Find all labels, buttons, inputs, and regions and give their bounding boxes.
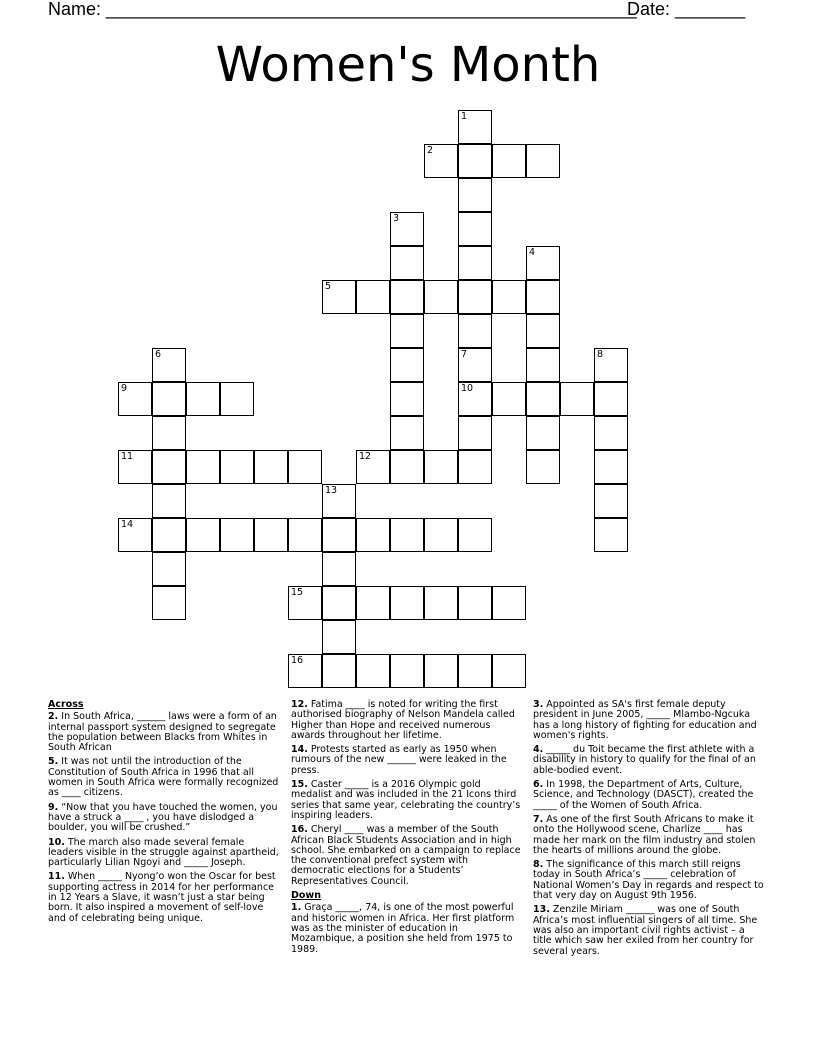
grid-cell[interactable] [492,586,526,620]
grid-cell[interactable] [220,518,254,552]
grid-cell[interactable] [390,280,424,314]
clue-down-4: 4. _____ du Toit became the first athlete with a disability in history to qualify for the final of an able-bodied event. [533,744,756,776]
grid-cell[interactable] [288,654,322,688]
date-field-label: Date: _______ [627,0,746,19]
clue-down-13: 13. Zenzile Miriam ______ was one of South Africa’s most influential singers of all time. She was also an important civil rights activist – a title which saw her exiled from her country for several years. [533,904,758,957]
grid-cell[interactable] [492,382,526,416]
grid-cell[interactable] [526,246,560,280]
grid-cell[interactable] [356,518,390,552]
clue-down-3: 3. Appointed as SA's first female deputy president in June 2005, _____ Mlambo-Ngcuka has a long history of fighting for education and women's rights. [533,699,757,741]
clues-column-1 [48,700,282,928]
grid-cell[interactable] [424,654,458,688]
grid-cell[interactable] [152,586,186,620]
grid-cell[interactable] [526,382,560,416]
grid-cell[interactable] [254,450,288,484]
grid-cell[interactable] [186,450,220,484]
clue-number: 8 [597,349,604,360]
grid-cell[interactable] [322,552,356,586]
grid-cell[interactable] [458,416,492,450]
grid-cell[interactable] [220,450,254,484]
grid-cell[interactable] [390,654,424,688]
clue-across-2: 2. In South Africa, ______ laws were a form of an internal passport system designed to segregate the population between Blacks from Whites in South African [48,711,277,754]
grid-cell[interactable] [492,144,526,178]
grid-cell[interactable] [458,654,492,688]
grid-cell[interactable] [356,450,390,484]
clue-across-10: 10. The march also made several female leaders visible in the struggle against apartheid, particularly Lilian Ngoyi and _____ Joseph. [48,836,279,869]
grid-cell[interactable] [492,654,526,688]
down-heading: Down [291,890,321,902]
grid-cell[interactable] [458,382,492,416]
grid-cell[interactable] [356,654,390,688]
grid-cell[interactable] [288,586,322,620]
grid-cell[interactable] [152,518,186,552]
grid-cell[interactable] [458,144,492,178]
grid-cell[interactable] [492,280,526,314]
clue-down-1: 1. Graça _____, 74, is one of the most powerful and historic women in Africa. Her first platform was as the minister of education in Mozambique, a position she held from 1975 to 1989. [291,902,515,955]
grid-cell[interactable] [458,348,492,382]
grid-cell[interactable] [458,178,492,212]
clue-number: 6 [155,349,162,360]
grid-cell[interactable] [594,518,628,552]
clue-number: 14 [121,519,134,530]
grid-cell[interactable] [526,144,560,178]
clue-number: 1 [461,111,468,122]
grid-cell[interactable] [594,450,628,484]
clue-number: 7 [461,349,468,360]
grid-cell[interactable] [322,280,356,314]
grid-cell[interactable] [322,586,356,620]
clue-number: 5 [325,281,332,292]
grid-cell[interactable] [458,314,492,348]
grid-cell[interactable] [186,382,220,416]
grid-cell[interactable] [152,416,186,450]
clue-down-8: 8. The significance of this march still reigns today in South Africa’s _____ celebration of National Women’s Day in regards and respect to that very day on August 9th 1956. [533,859,764,902]
clue-number: 11 [121,451,134,462]
grid-cell[interactable] [458,518,492,552]
grid-cell[interactable] [424,280,458,314]
grid-cell[interactable] [424,518,458,552]
grid-cell[interactable] [118,382,152,416]
clues-column-3 [533,700,766,961]
clue-across-15: 15. Caster _____ is a 2016 Olympic gold medalist and was included in the 21 Icons third series that same year, celebrating the country’s inspiring leaders. [291,779,521,821]
puzzle-title: Women's Month [215,37,601,93]
grid-cell[interactable] [152,382,186,416]
grid-cell[interactable] [152,484,186,518]
grid-cell[interactable] [424,586,458,620]
clue-across-16: 16. Cheryl ____ was a member of the South African Black Students Association and in high school. She embarked on a campaign to replace the conventional prefect system with democratic elections for a Students’ Representatives Council. [291,824,521,887]
clue-number: 13 [325,485,338,496]
grid-cell[interactable] [118,450,152,484]
clue-number: 12 [359,451,372,462]
grid-cell[interactable] [288,450,322,484]
clues-column-2 [291,700,523,959]
clue-number: 10 [461,383,474,394]
grid-cell[interactable] [458,212,492,246]
clue-across-14: 14. Protests started as early as 1950 when rumours of the new ______ were leaked in the press. [291,744,507,776]
grid-cell[interactable] [390,314,424,348]
clue-number: 3 [393,213,400,224]
grid-cell[interactable] [526,416,560,450]
grid-cell[interactable] [152,552,186,586]
clue-number: 15 [291,587,304,598]
grid-cell[interactable] [594,348,628,382]
grid-cell[interactable] [288,518,322,552]
grid-cell[interactable] [458,450,492,484]
grid-cell[interactable] [390,212,424,246]
clue-number: 16 [291,655,304,666]
grid-cell[interactable] [322,484,356,518]
grid-cell[interactable] [390,246,424,280]
grid-cell[interactable] [118,518,152,552]
clue-across-12: 12. Fatima ____ is noted for writing the first authorised biography of Nelson Mandela called Higher than Hope and received numerous awards throughout her lifetime. [291,699,515,741]
clue-across-11: 11. When _____ Nyong’o won the Oscar for best supporting actress in 2014 for her performance in 12 Years a Slave, it wasn’t just a star being born. It also inspired a movement of self-love and of celebrating being unique. [48,871,276,924]
grid-cell[interactable] [220,382,254,416]
grid-cell[interactable] [458,586,492,620]
clue-down-7: 7. As one of the first South Africans to make it onto the Hollywood scene, Charlize ____ has made her mark on the film industry and stolen the hearts of millions around the globe. [533,813,756,856]
grid-cell[interactable] [322,620,356,654]
grid-cell[interactable] [526,348,560,382]
grid-cell[interactable] [526,314,560,348]
grid-cell[interactable] [254,518,288,552]
across-heading: Across [48,699,84,710]
clue-number: 2 [427,145,434,156]
clue-number: 9 [121,383,128,394]
grid-cell[interactable] [526,450,560,484]
grid-cell[interactable] [390,450,424,484]
grid-cell[interactable] [458,280,492,314]
grid-cell[interactable] [356,586,390,620]
grid-cell[interactable] [526,280,560,314]
clue-down-6: 6. In 1998, the Department of Arts, Culture, Science, and Technology (DASCT), created the _____ of the Women of South Africa. [533,779,754,811]
clue-across-9: 9. “Now that you have touched the women, you have a struck a ____ , you have dislodged a boulder, you will be crushed.” [48,801,278,834]
grid-cell[interactable] [390,518,424,552]
grid-cell[interactable] [390,348,424,382]
grid-cell[interactable] [322,518,356,552]
grid-cell[interactable] [186,518,220,552]
grid-cell[interactable] [390,586,424,620]
grid-cell[interactable] [152,450,186,484]
grid-cell[interactable] [356,280,390,314]
grid-cell[interactable] [390,416,424,450]
grid-cell[interactable] [152,348,186,382]
grid-cell[interactable] [390,382,424,416]
name-field-label: Name: _____________________________________________________ [48,0,637,19]
grid-cell[interactable] [594,484,628,518]
grid-cell[interactable] [322,654,356,688]
clue-number: 4 [529,247,536,258]
grid-cell[interactable] [458,246,492,280]
grid-cell[interactable] [560,382,594,416]
grid-cell[interactable] [424,144,458,178]
grid-cell[interactable] [594,416,628,450]
grid-cell[interactable] [458,110,492,144]
grid-cell[interactable] [594,382,628,416]
clue-across-5: 5. It was not until the introduction of the Constitution of South Africa in 1996 that all women in South Africa were formally recognized as ____ citizens. [48,756,279,799]
grid-cell[interactable] [424,450,458,484]
